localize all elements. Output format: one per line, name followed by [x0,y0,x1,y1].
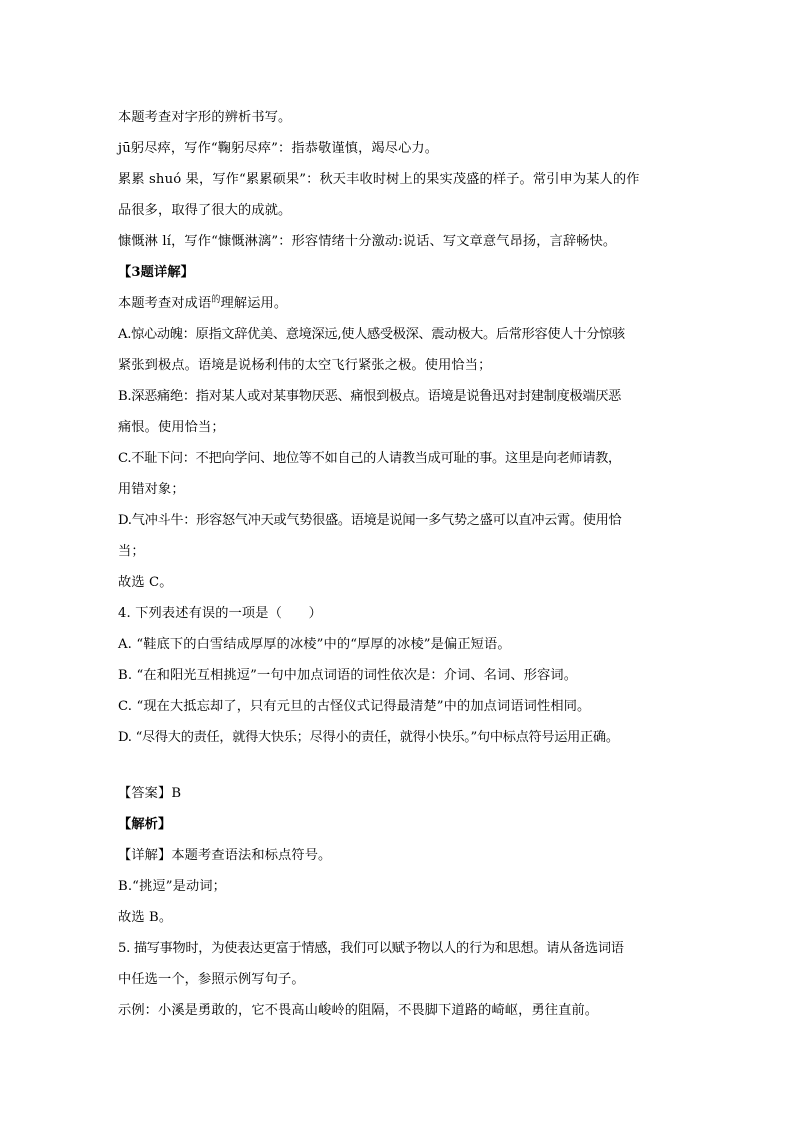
paragraph-line: 痛恨。使用恰当； [118,420,225,435]
paragraph-line [118,288,678,319]
answer-line: 【答案】B [118,786,182,801]
paragraph-line: 紧张到极点。语境是说杨利伟的太空飞行紧张之极。使用恰当； [118,358,492,373]
paragraph-line: B.“挑逗”是动词； [118,879,226,894]
paragraph-line: C.不耻下问：不把向学问、地位等不如自己的人请教当成可耻的事。这里是向老师请教， [118,451,621,466]
paragraph-line: A.惊心动魄：原指文辞优美、意境深远,使人感受极深、震动极大。后常形容使人十分惊骇 [118,327,625,342]
document-body [118,102,678,1026]
section-heading: 【解析】 [118,817,172,832]
answer-option: D. “尽得大的责任，就得大快乐；尽得小的责任，就得小快乐。”句中标点符号运用正确。 [118,730,619,745]
paragraph-line: 故选 C。 [118,575,173,590]
paragraph-line: 故选 B。 [118,910,173,925]
paragraph-line: 本题考查对字形的辨析书写。 [118,110,292,125]
text-span: 理解运用。 [220,296,288,311]
text-span: 本题考查对成语 [118,296,212,311]
answer-option: C. “现在大抵忘却了，只有元旦的古怪仪式记得最清楚”中的加点词语词性相同。 [118,699,591,714]
paragraph-line: 中任选一个，参照示例写句子。 [118,972,305,987]
paragraph-line: 累累 shuó 果，写作“累累硕果”：秋天丰收时树上的果实茂盛的样子。常引申为某人的作 [118,172,640,187]
answer-option: A. “鞋底下的白雪结成厚厚的冰棱”中的“厚厚的冰棱”是偏正短语。 [118,637,511,652]
paragraph-line: jū躬尽瘁，写作“鞠躬尽瘁”：指恭敬谨慎，竭尽心力。 [118,141,439,156]
question-stem: 4. 下列表述有误的一项是（ ） [118,606,322,621]
paragraph-line: 【详解】本题考查语法和标点符号。 [118,848,332,863]
paragraph-line: 用错对象； [118,482,185,497]
paragraph-line: D.气冲斗牛：形容怒气冲天或气势很盛。语境是说闻一多气势之盛可以直冲云霄。使用恰 [118,513,622,528]
paragraph-line: 示例：小溪是勇敢的，它不畏高山峻岭的阻隔，不畏脚下道路的崎岖，勇往直前。 [118,1003,599,1018]
question-stem: 5. 描写事物时，为使表达更富于情感，我们可以赋予物以人的行为和思想。请从备选词语 [118,941,624,956]
paragraph-line: 当； [118,544,145,559]
answer-option: B. “在和阳光互相挑逗”一句中加点词语的词性依次是：介词、名词、形容词。 [118,668,578,683]
text-span: 的 [211,295,221,305]
paragraph-line: 慷慨淋 lí，写作“慷慨淋漓”：形容情绪十分激动:说话、写文章意气昂扬，言辞畅快。 [118,234,617,249]
section-heading: 【3题详解】 [118,265,195,280]
paragraph-line: B.深恶痛绝：指对某人或对某事物厌恶、痛恨到极点。语境是说鲁迅对封建制度极端厌恶 [118,389,622,404]
paragraph-line: 品很多，取得了很大的成就。 [118,203,292,218]
